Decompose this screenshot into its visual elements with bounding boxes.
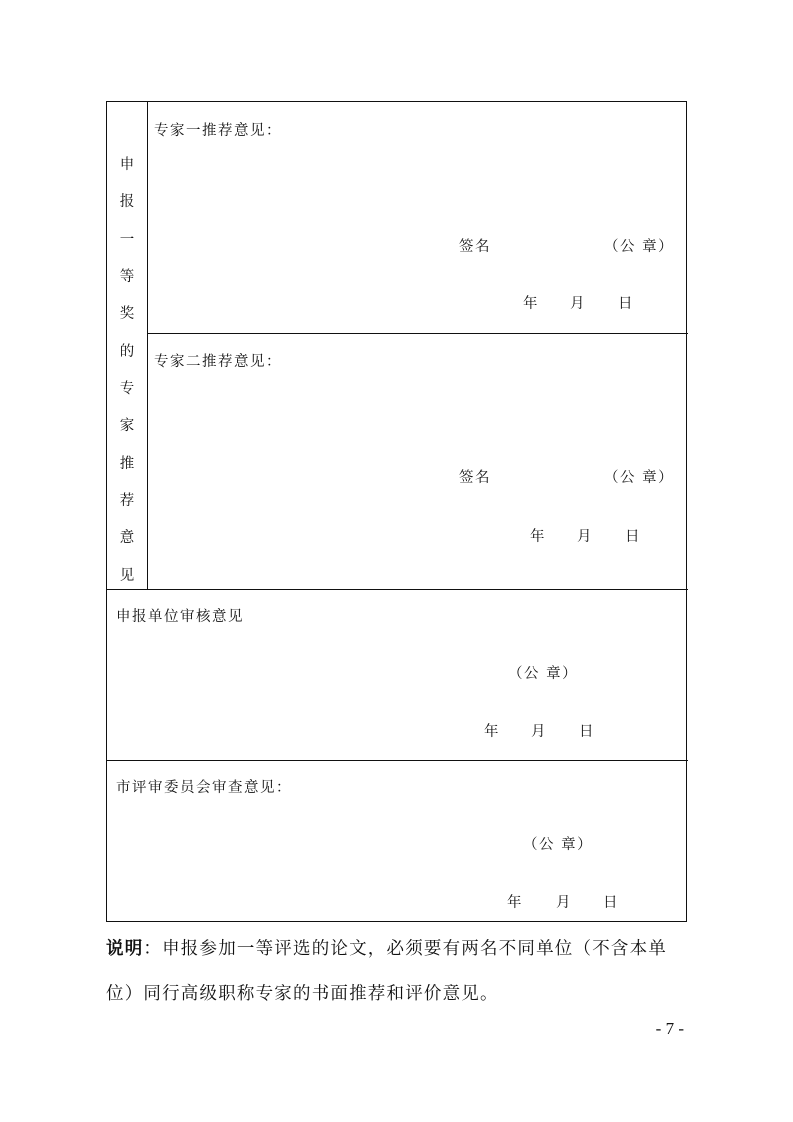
expert2-signature-label: 签名 (459, 470, 491, 486)
committee-review-seal-label: （公 章） (523, 837, 594, 853)
expert1-date-month: 月 (570, 296, 585, 312)
note-text-line-2: 位）同行高级职称专家的书面推荐和评价意见。 (106, 984, 499, 1004)
side-label-char: 专 (119, 381, 135, 397)
side-label-vertical (107, 102, 147, 590)
expert1-seal-label: （公 章） (604, 239, 675, 255)
side-label-char: 申 (119, 157, 135, 173)
committee-review-title: 市评审委员会审查意见： (116, 780, 292, 796)
expert1-date-year: 年 (523, 296, 538, 312)
expert2-title: 专家二推荐意见： (154, 354, 282, 370)
side-label-char: 的 (119, 344, 135, 360)
expert1-title: 专家一推荐意见： (154, 123, 282, 139)
unit-review-date-year: 年 (484, 724, 499, 740)
unit-review-seal-label: （公 章） (508, 666, 579, 682)
unit-review-title: 申报单位审核意见 (116, 609, 244, 625)
recommendation-form-table (106, 101, 687, 922)
side-label-char: 意 (119, 530, 135, 546)
side-label-char: 报 (119, 194, 135, 210)
note-text-line-1: ：申报参加一等评选的论文，必须要有两名不同单位（不含本单 (143, 939, 668, 959)
side-label-char: 见 (119, 568, 135, 584)
expert2-seal-label: （公 章） (604, 470, 675, 486)
side-label-char: 等 (119, 269, 135, 285)
side-label-divider (147, 102, 148, 590)
unit-review-date-month: 月 (531, 724, 546, 740)
expert2-date-day: 日 (625, 529, 640, 545)
unit-section-bottom-divider (107, 760, 688, 761)
unit-review-date-day: 日 (579, 724, 594, 740)
committee-review-date-day: 日 (603, 895, 618, 911)
expert-section-bottom-divider (107, 589, 688, 590)
side-label-char: 奖 (119, 306, 135, 322)
expert2-date-month: 月 (577, 529, 592, 545)
side-label-char: 推 (119, 456, 135, 472)
committee-review-date-month: 月 (556, 895, 571, 911)
side-label-char: 荐 (119, 493, 135, 509)
side-label-char: 家 (119, 418, 135, 434)
committee-review-date-year: 年 (507, 895, 522, 911)
note-line-2 (106, 983, 690, 1005)
expert2-date-year: 年 (530, 529, 545, 545)
side-label-char: 一 (119, 232, 135, 248)
note-line-1 (106, 938, 690, 960)
note-label: 说明 (106, 939, 144, 959)
page-number: - 7 - (655, 1019, 684, 1038)
expert-rows-divider (147, 333, 688, 334)
expert1-signature-label: 签名 (459, 239, 491, 255)
expert1-date-day: 日 (618, 296, 633, 312)
